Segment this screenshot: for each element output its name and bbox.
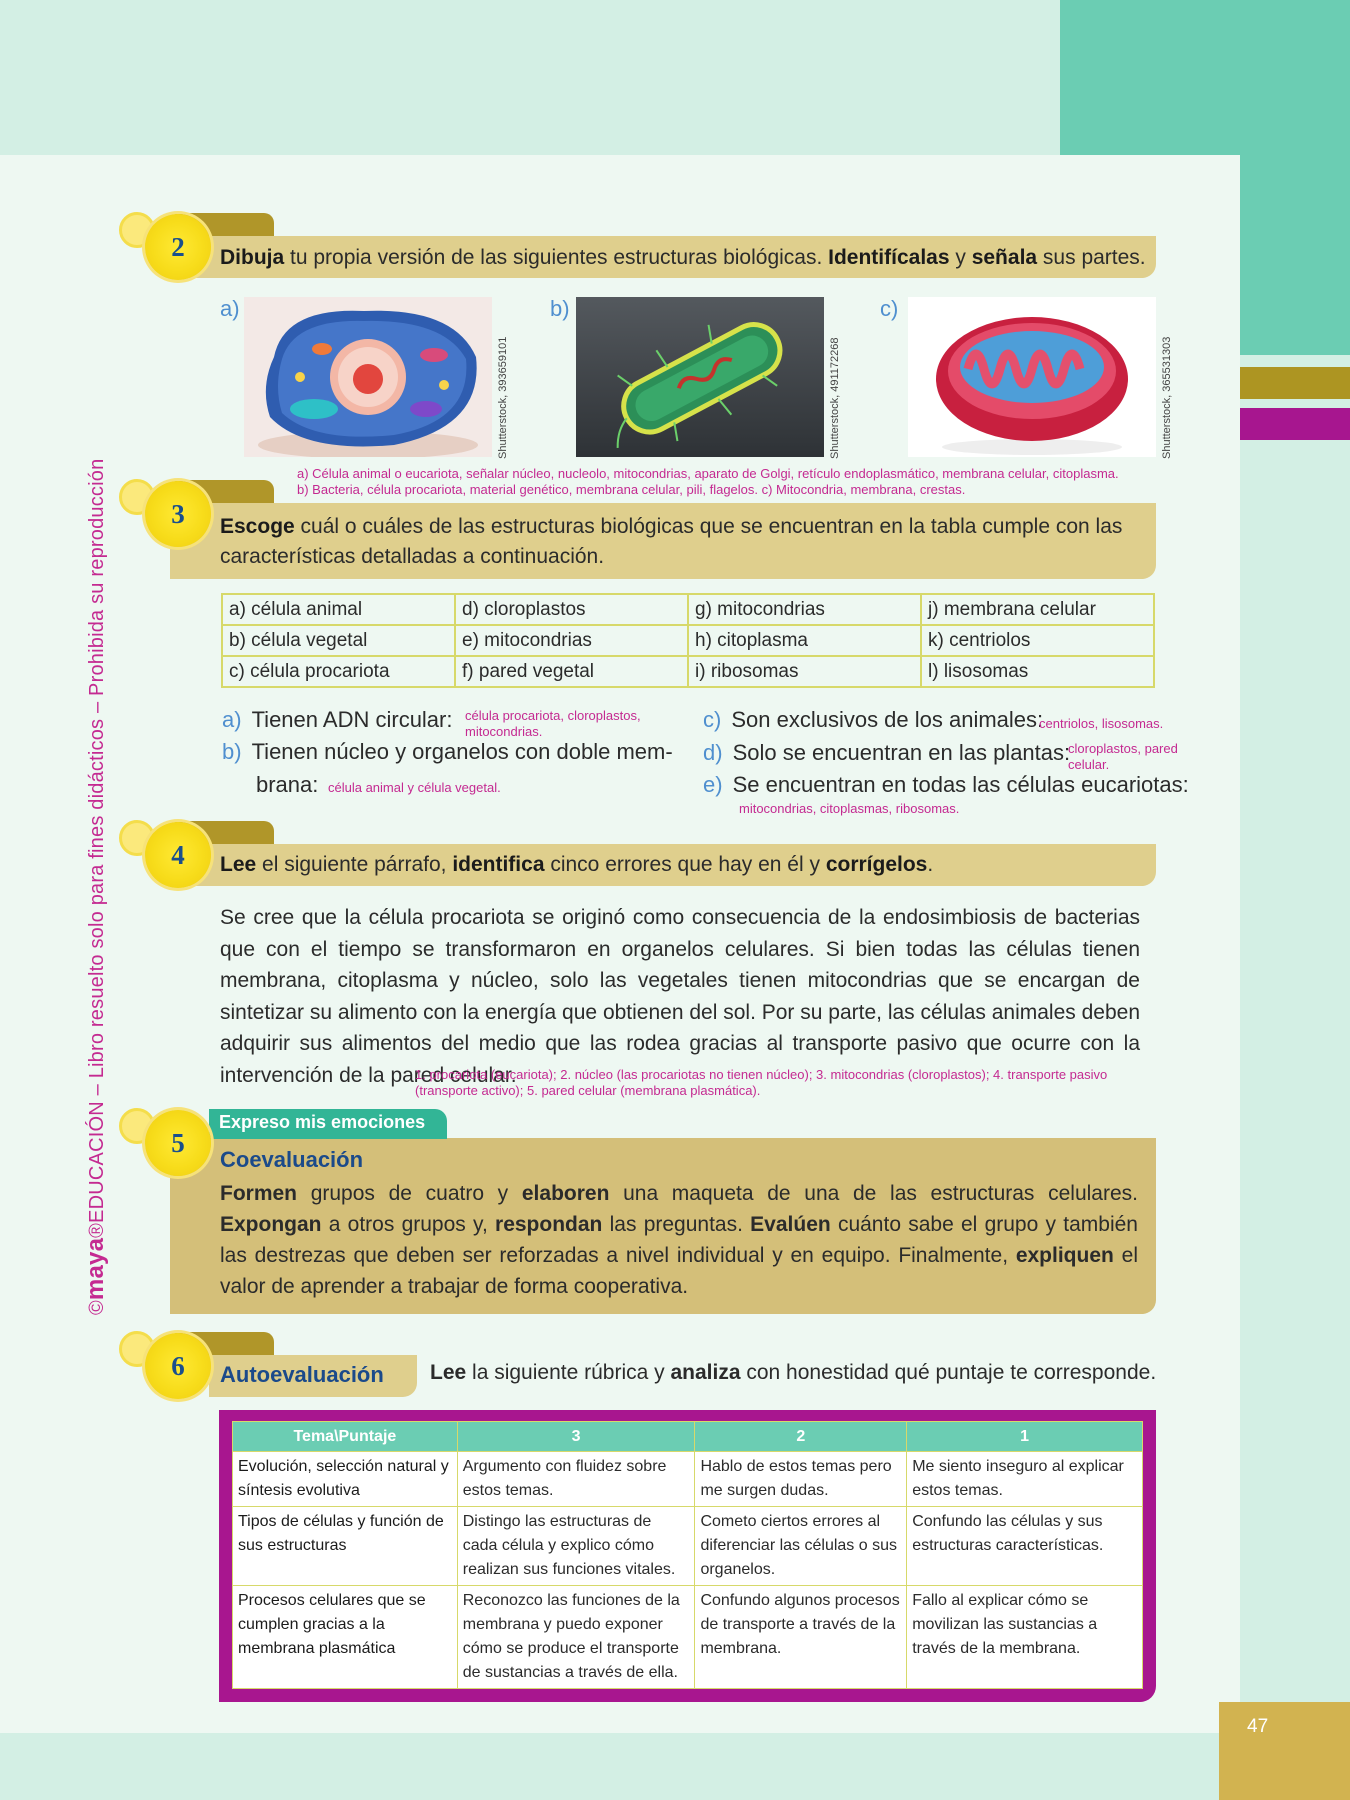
image-c-label: c) [880,296,899,321]
question-c: c) Son exclusivos de los animales: [703,707,1044,732]
table-cell: g) mitocondrias [688,594,921,625]
answer-b: célula animal y célula vegetal. [328,780,501,795]
copyright-symbol: © [86,1300,108,1315]
image-a-credit: Shutterstock, 393659101 [497,336,509,459]
copyright-sidebar [82,458,118,1315]
table-cell: a) célula animal [222,594,455,625]
ex4-answer: 1. procariota (eucariota); 2. núcleo (las procariotas no tienen núcleo); 3. mitocondrias (cloroplastos); 4. transporte pasivo (transporte activo); 5. pared celular (membrana plasmática). [415,1067,1108,1098]
ex6-instruction: Lee la siguiente rúbrica y analiza con honestidad qué puntaje te corresponde. [430,1361,1157,1384]
table-cell: j) membrana celular [921,594,1154,625]
table-cell: e) mitocondrias [455,625,688,656]
image-a-label: a) [220,296,240,321]
ex5-number-badge: 5 [145,1110,211,1176]
image-b-credit: Shutterstock, 491172268 [829,337,841,459]
rubric-cell: Confundo algunos procesos de transporte a través de la membrana. [695,1586,907,1689]
ex4-paragraph: Se cree que la célula procariota se originó como consecuencia de la endosimbiosis de bacterias que con el tiempo se transformaron en organelos celulares. Si bien todas las células tienen membrana, citoplasma y núcleo, solo las vegetales tienen mitocondrias que se encargan de sintetizar su alimento con la energía que obtienen del sol. Por su parte, las células animales deben adquirir sus alimentos del medio que las rodea gracias al transporte pasivo que ocurre con la intervención de la pared celular. [220,906,1140,1087]
animal-cell-image [244,297,492,457]
table-cell: k) centriolos [921,625,1154,656]
coevaluation-title: Coevaluación [220,1147,364,1172]
rubric-cell: Hablo de estos temas pero me surgen dudas. [695,1452,907,1507]
table-row [233,1452,1143,1507]
gold-side-band [1240,367,1350,399]
table-cell: i) ribosomas [688,656,921,687]
emotions-tab: Expreso mis emociones [209,1109,447,1139]
answer-e: mitocondrias, citoplasmas, ribosomas. [739,801,960,816]
copyright-text: ®EDUCACIÓN – Libro resuelto solo para fines didácticos – Prohibida su reproducción [86,458,108,1238]
rubric-topic: Procesos celulares que se cumplen gracias a la membrana plasmática [233,1586,458,1689]
image-b-label: b) [550,296,570,321]
rubric-cell: Argumento con fluidez sobre estos temas. [457,1452,695,1507]
question-e: e) Se encuentran en todas las células eucariotas: [703,772,1189,797]
rubric-header: 2 [695,1422,907,1452]
table-cell: b) célula vegetal [222,625,455,656]
rubric-topic: Evolución, selección natural y síntesis evolutiva [233,1452,458,1507]
ex2-answer-line2: b) Bacteria, célula procariota, material genético, membrana celular, pili, flagelos. c) Mitocondria, membrana, crestas. [297,482,966,497]
rubric-table [232,1421,1143,1689]
question-a: a) Tienen ADN circular: [222,707,453,732]
table-row [233,1586,1143,1689]
table-cell: h) citoplasma [688,625,921,656]
rubric-cell: Reconozco las funciones de la membrana y puedo exponer cómo se produce el transporte de sustancias a través de ella. [457,1586,695,1689]
ex3-number-badge: 3 [145,481,211,547]
bacteria-image [576,297,824,457]
ex3-instruction: Escoge cuál o cuáles de las estructuras biológicas que se encuentran en la tabla cumple con las características detalladas a continuación. [220,515,1123,568]
table-cell: l) lisosomas [921,656,1154,687]
rubric-topic: Tipos de células y función de sus estructuras [233,1507,458,1586]
image-c-credit: Shutterstock, 365531303 [1161,336,1173,459]
self-evaluation-title: Autoevaluación [220,1362,384,1387]
table-row [233,1507,1143,1586]
ex6-number-badge: 6 [145,1333,211,1399]
ex4-number-badge: 4 [145,822,211,888]
table-cell: f) pared vegetal [455,656,688,687]
rubric-header: 1 [907,1422,1143,1452]
table-cell: c) célula procariota [222,656,455,687]
rubric-header: Tema\Puntaje [233,1422,458,1452]
ex4-instruction: Lee el siguiente párrafo, identifica cinco errores que hay en él y corrígelos. [220,853,934,876]
ex2-instruction: Dibuja tu propia versión de las siguientes estructuras biológicas. Identifícalas y señala sus partes. [220,246,1146,269]
rubric-header: 3 [457,1422,695,1452]
answer-a: célula procariota, cloroplastos, mitocondrias. [465,708,641,739]
answer-c: centriolos, lisosomas. [1039,716,1164,731]
question-d: d) Solo se encuentran en las plantas: [703,740,1071,765]
table-cell: d) cloroplastos [455,594,688,625]
rubric-cell: Me siento inseguro al explicar estos temas. [907,1452,1143,1507]
rubric-cell: Cometo ciertos errores al diferenciar las células o sus organelos. [695,1507,907,1586]
table-row [222,656,1154,687]
structures-table [221,593,1155,688]
question-b: b) Tienen núcleo y organelos con doble mem- [222,739,673,764]
rubric-header-row [233,1422,1143,1452]
rubric-cell: Confundo las células y sus estructuras características. [907,1507,1143,1586]
rubric-cell: Fallo al explicar cómo se movilizan las sustancias a través de la membrana. [907,1586,1143,1689]
question-b-cont: brana: [256,772,319,797]
mitochondria-image [908,297,1156,457]
magenta-side-band [1240,408,1350,440]
rubric-cell: Distingo las estructuras de cada célula y explico cómo realizan sus funciones vitales. [457,1507,695,1586]
table-row [222,594,1154,625]
brand-logo: maya [82,1237,109,1301]
ex2-answer-line1: a) Célula animal o eucariota, señalar núcleo, nucleolo, mitocondrias, aparato de Golgi, retículo endoplasmático, membrana celular, citoplasma. [297,466,1119,481]
ex2-number-badge: 2 [145,214,211,280]
page-number: 47 [1219,1702,1350,1800]
answer-d: cloroplastos, pared celular. [1068,741,1178,772]
coevaluation-text: Formen grupos de cuatro y elaboren una maqueta de una de las estructuras celulares. Expongan a otros grupos y, respondan las preguntas. Evalúen cuánto sabe el grupo y también las destrezas que deben ser reforzadas a nivel individual y en equipo. Finalmente, expliquen el valor de aprender a trabajar de forma cooperativa. [220,1182,1138,1298]
table-row [222,625,1154,656]
